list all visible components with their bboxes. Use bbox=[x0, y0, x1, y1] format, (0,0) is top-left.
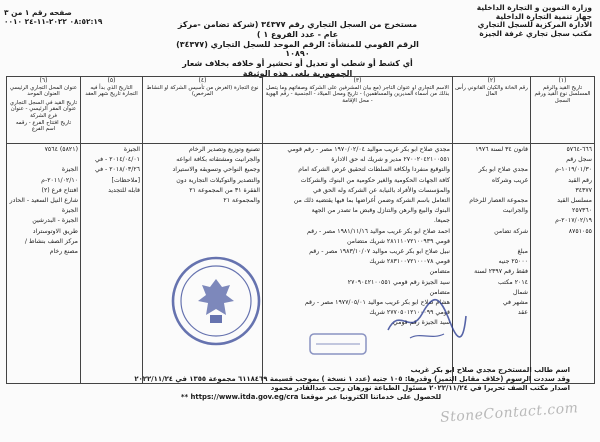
ministry-header bbox=[442, 4, 592, 38]
cell-line: متضامن bbox=[429, 268, 450, 276]
cell-line: ٦٦٦-٥٧٦٤ bbox=[566, 146, 592, 153]
cell-line: شمال bbox=[512, 288, 528, 296]
cell-line: مصنع رخام bbox=[49, 248, 78, 256]
watermark: StoneContact.com bbox=[439, 400, 579, 426]
cell-line: قومي ٢٨١١١٠٧٢١٠٠٩٣٩ شريك متضامن bbox=[346, 237, 450, 245]
cell-line: ٢٠١٤/٠٤/٠١ - في bbox=[94, 156, 140, 164]
column-header: (٤) نوع التجارة (الغرض من تأسيس الشركة او النشاط المرخص) bbox=[143, 77, 263, 144]
cell-line: مجدي صلاح ابو بكر غريب مواليد ١٩٧٠/٠٢/٠٤ مصر - رقم قومي ٢٧٠٠٢٠٤٢١٠٠٥٥١ مدير و شريك له حق الادارة bbox=[287, 146, 450, 164]
cell-line: مبلغ bbox=[517, 248, 528, 256]
cell-line bbox=[9, 155, 78, 165]
cell-line: افتتاح فرع (٢) bbox=[41, 186, 78, 194]
cell-dates bbox=[81, 144, 143, 384]
page-number: صفحه رقم ١ من ٣ bbox=[4, 8, 72, 17]
cell-line: ٢٠١٧/٠٢/١٩-م bbox=[555, 217, 592, 225]
cell-line: مركز الصف بنشاط / bbox=[24, 237, 78, 245]
cell-line: الجيزة bbox=[123, 146, 140, 153]
header-row bbox=[7, 77, 595, 144]
cell-line: كافة الجهات الحكومية والغير حكومية من البنوك والشركات bbox=[300, 176, 450, 184]
cell-line: سيد الجيزة رقم قومي ٢٧٠٩٠٤٢١٠٠٥٥١ bbox=[347, 278, 450, 286]
cell-line bbox=[455, 186, 528, 196]
cell-line: الجيزة - البدرشين bbox=[32, 217, 78, 225]
cell-line: سيد الجيزة رقم قومي bbox=[392, 319, 450, 327]
cell-line bbox=[455, 216, 528, 226]
column-header: (٣) الاسم التجاري او عنوان التاجر (مع بيان المشرفين على الشركة وصفاتهم وما يتصل بذلك من أسماء المديرين والمساهمين) - تاريخ ومحل الميلاد - الجنسية - رقم الهوية - محل الإقامة bbox=[263, 77, 453, 144]
title-line: مستخرج من السجل التجاري رقم ٣٤٣٧٧ (شركة تضامن -مركز عام - عدد الفروع ١ ) bbox=[177, 20, 418, 39]
cell-legal-entity bbox=[453, 144, 531, 384]
document-title bbox=[170, 20, 425, 79]
cell-line: التعامل باسم الشركة وضمن أغراضها بما فيها يقتضيه ذلك من bbox=[293, 197, 450, 205]
cell-line: الفقرة ٣١ من المجموعة ٢١ bbox=[189, 186, 260, 194]
website-line[interactable]: للحصول على خدماتنا الكترونيا عبر موقعنا https://www.itda.gov.eg/cra ** bbox=[180, 393, 442, 402]
cell-line: جميعا. bbox=[433, 217, 450, 225]
requester-line: اسم طالب المستخرج مجدي صلاح ابو بكر غريب bbox=[410, 366, 570, 374]
cell-line: والجرانيت bbox=[502, 207, 528, 215]
ministry-line: مكتب سجل تجاري غرفة الجيزة bbox=[479, 28, 592, 38]
column-header: (٦) عنوان المحل التجاري الرئيسي العنوان الموحد تاريخ القيد في السجل التجاري عنوان المقر الرئيسي - عنوان فرع الشركة تاريخ افتتاح الفرع - رقمه اسم الفرع bbox=[7, 77, 81, 144]
print-timestamp: ٠٨:٥٢:١٩ ٢٠٢٢-١١-٢٤ ٠٠١٠ bbox=[4, 17, 103, 27]
cell-line: الجيزة bbox=[61, 166, 78, 174]
cell-line: متضامن bbox=[429, 288, 450, 296]
cell-line: (٥٨٢١) ٧٥٦٤ bbox=[44, 146, 78, 153]
table-row bbox=[7, 144, 595, 384]
cell-line: احمد صلاح ابو بكر غريب مواليد ١٩٨١/١١/١٦ مصر - رقم bbox=[306, 227, 450, 235]
cell-line: والمؤسسات والأفراد بالنيابة عن الشركة وله الحق في bbox=[312, 186, 450, 194]
cell-line: ٣٤٣٧٧ bbox=[575, 186, 592, 194]
cell-line: عقد bbox=[517, 309, 528, 317]
cell-line: والمجموعة ٢١ bbox=[223, 197, 260, 205]
ministry-line: وزارة التموين و التجارة الداخلية bbox=[476, 3, 592, 12]
handwritten-signature bbox=[380, 286, 470, 346]
cell-line: وجميع النواحي وتسويقه والاستيراد bbox=[172, 166, 260, 174]
cell-line: الجيزة bbox=[61, 207, 78, 215]
fees-line: وقد سددت الرسوم (خلاف مقابل التميز) وقدرها: ١٠٥ جنيه (عدد ١ نسخة ) بموجب قسيمة ٦١١٨٤٦٩ مجموعة ١٣٥٥ في ٢٠٢٢/١١/٢٤ bbox=[134, 375, 570, 384]
official-seal-icon bbox=[170, 255, 262, 347]
cell-line: تصنيع وتوزيع وتصدير الرخام bbox=[189, 146, 260, 153]
cell-line: ٨٧٥١٠٥٥ bbox=[568, 227, 592, 235]
page-info bbox=[4, 8, 169, 27]
cell-line: هشام صلاح ابو بكر غريب مواليد ١٩٧٧/٠٥/٠١ مصر - رقم bbox=[304, 299, 450, 307]
cell-line: مسلسل القيد bbox=[557, 197, 592, 205]
cell-line: شارع النيل السعيد - الحادر bbox=[9, 197, 78, 205]
cell-line: ٢٥٧٣٦٠ bbox=[572, 207, 592, 215]
cell-registration bbox=[531, 144, 595, 384]
stamp-icon bbox=[308, 330, 368, 358]
cell-line: ١٠١٩/٠١/٣٠-م bbox=[555, 166, 592, 174]
cell-address bbox=[7, 144, 81, 384]
register-table bbox=[6, 76, 595, 384]
cell-line: ٢٠١٤ مكتب bbox=[498, 278, 528, 286]
cell-line: قومي ٢٧٧٠٥٠١٢١٠٠٠٩٩ شريك bbox=[369, 309, 450, 317]
column-header: (٥) التاريخ الذي بدأ فيه التجارة تاريخ شهر العقد bbox=[81, 77, 143, 144]
cell-line: [ملاحظات] bbox=[111, 176, 140, 184]
cell-line bbox=[455, 155, 528, 165]
cell-line: مجموعة العصار للرخام bbox=[469, 197, 528, 205]
issue-line: اصدار مكتب الصف تحريرا في ٢٠٢٢/١١/٢٤ مسئول الطباعة نورهان رجب عبدالقادر محمود bbox=[270, 384, 570, 393]
cell-line: البنوك والبيع والرهن والتنازل وقبض ما تصدر من الجهة bbox=[311, 207, 450, 215]
cell-line: مجدي صلاح ابو بكر bbox=[478, 166, 528, 174]
title-line: أي كشط أو شطب أو تعديل أو تحشير أو خلافه بخلاف شعار الجمهورية يلغى هذه الوثيقة bbox=[182, 59, 413, 78]
cell-line: فقط رقم ٢٣٩٧ لسنة bbox=[474, 268, 528, 276]
ministry-line: جهاز تنمية التجارة الداخلية bbox=[495, 11, 592, 21]
cell-line: غريب وشركاه bbox=[491, 176, 528, 184]
cell-line: ٢٠١٨/٠٣/٢٦ - في bbox=[94, 166, 140, 174]
cell-line: سجل رقم bbox=[566, 156, 592, 164]
column-header: (٢) رقم الخانة والكيان القانوني رأس المال bbox=[453, 77, 531, 144]
cell-line: ٢٥٠٠٠ جنيه bbox=[498, 258, 528, 266]
cell-line: رقم القيد bbox=[568, 176, 592, 184]
title-line: الرقم القومي للمنشأة: الرقم الموحد للسجل التجاري (٣٤٣٧٧) ١٠٨٩٠ bbox=[176, 39, 419, 59]
cell-line: قومي ٢٨٣١٠٠٧٢١٠٠٠٧٨ شريك bbox=[369, 258, 450, 266]
cell-line: طريق الاوتوستراد bbox=[32, 227, 78, 235]
cell-line: نبيل صلاح ابو بكر غريب مواليد ١٩٨٣/١٠/٠٧ مصر - رقم bbox=[309, 248, 450, 256]
cell-line: والتوقيع منفردا ولكافة السلطات لتحقيق غرض الشركة امام bbox=[298, 166, 450, 174]
cell-line: شركة تضامن bbox=[494, 227, 528, 235]
cell-line: ٢٠١١/٠٢/١٠-م bbox=[41, 176, 78, 184]
column-header: (١) تاريخ القيد والرقم المسلسل نوع القيد ورقم السجل bbox=[531, 77, 595, 144]
cell-line bbox=[455, 237, 528, 247]
cell-line: والجرانيت ومشتقاته بكافة انواعه bbox=[176, 156, 260, 164]
document-footer bbox=[92, 366, 570, 402]
cell-line: مشهر في bbox=[502, 299, 528, 307]
cell-line: والتصدير والتوكيلات التجارية دون bbox=[176, 176, 260, 184]
ministry-line: الادارة المركزية للسجل التجاري bbox=[477, 20, 592, 30]
cell-line: قانون ٣٤ لسنة ١٩٧٦ bbox=[475, 146, 528, 153]
cell-line: قابله للتجديد bbox=[108, 186, 140, 194]
